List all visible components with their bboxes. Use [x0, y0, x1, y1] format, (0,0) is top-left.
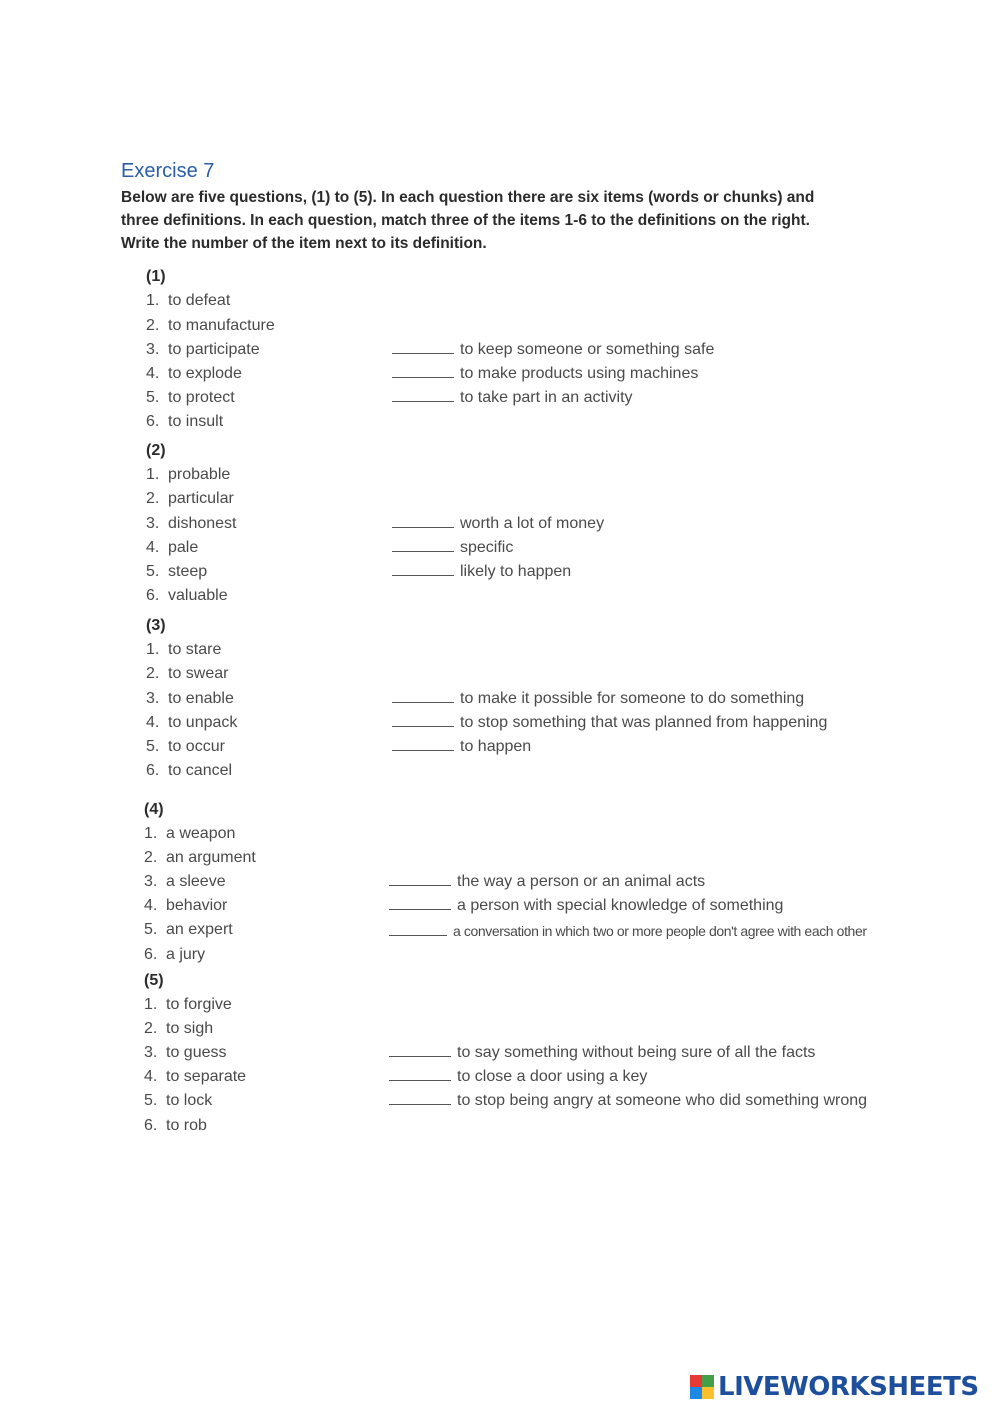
item-number: 5.	[146, 738, 160, 755]
list-item	[144, 873, 226, 891]
definition-text: a conversation in which two or more people don't agree with each other	[453, 923, 867, 939]
item-word: to explode	[168, 365, 242, 382]
list-item	[146, 539, 198, 557]
item-word: to unpack	[168, 714, 238, 731]
item-number: 2.	[144, 1020, 158, 1037]
item-word: to manufacture	[168, 317, 275, 334]
definition-text: likely to happen	[460, 563, 572, 580]
item-word: an expert	[166, 921, 233, 938]
list-item	[144, 849, 256, 867]
item-word: to guess	[166, 1044, 227, 1061]
definition-row	[389, 1044, 815, 1062]
list-item	[146, 292, 230, 310]
question-label: (2)	[146, 442, 166, 459]
list-item	[146, 665, 228, 683]
item-word: to defeat	[168, 292, 231, 309]
answer-blank[interactable]	[389, 873, 451, 886]
definition-row	[389, 1068, 647, 1086]
definition-text: the way a person or an animal acts	[457, 873, 706, 890]
item-word: dishonest	[168, 515, 237, 532]
list-item	[146, 389, 235, 407]
answer-blank[interactable]	[392, 563, 454, 576]
answer-blank[interactable]	[389, 897, 451, 910]
answer-blank[interactable]	[389, 923, 447, 936]
item-word: to swear	[168, 665, 229, 682]
item-word: a sleeve	[166, 873, 226, 890]
item-number: 1.	[146, 466, 160, 483]
liveworksheets-icon	[690, 1375, 714, 1399]
item-word: to protect	[168, 389, 235, 406]
item-word: to enable	[168, 690, 234, 707]
answer-blank[interactable]	[389, 1044, 451, 1057]
item-number: 6.	[146, 587, 160, 604]
item-word: to lock	[166, 1092, 213, 1109]
list-item	[144, 1020, 213, 1038]
definition-text: to stop something that was planned from happening	[460, 714, 828, 731]
definition-text: to make it possible for someone to do something	[460, 690, 805, 707]
list-item	[144, 1068, 246, 1086]
item-number: 6.	[144, 1117, 158, 1134]
definition-row	[392, 714, 827, 732]
item-number: 5.	[146, 389, 160, 406]
item-number: 5.	[144, 1092, 158, 1109]
item-number: 1.	[146, 292, 160, 309]
item-number: 1.	[146, 641, 160, 658]
list-item	[146, 738, 225, 756]
list-item	[146, 515, 237, 533]
list-item	[146, 690, 234, 708]
instructions-line: three definitions. In each question, match three of the items 1-6 to the definitions on the right.	[121, 212, 810, 229]
definition-row	[392, 563, 571, 581]
item-word: behavior	[166, 897, 228, 914]
item-word: steep	[168, 563, 208, 580]
definition-row	[392, 515, 604, 533]
list-item	[144, 1044, 226, 1062]
definition-text: to keep someone or something safe	[460, 341, 715, 358]
question-label: (3)	[146, 617, 166, 634]
list-item	[144, 1117, 207, 1135]
item-word: pale	[168, 539, 199, 556]
definition-row	[392, 738, 531, 756]
list-item	[144, 825, 235, 843]
item-number: 1.	[144, 825, 158, 842]
definition-text: worth a lot of money	[460, 515, 605, 532]
item-word: an argument	[166, 849, 256, 866]
list-item	[146, 317, 275, 335]
item-word: probable	[168, 466, 231, 483]
exercise-title: Exercise 7	[121, 160, 215, 182]
answer-blank[interactable]	[389, 1092, 451, 1105]
item-number: 4.	[146, 365, 160, 382]
item-word: a jury	[166, 946, 206, 963]
list-item	[144, 1092, 212, 1110]
item-number: 4.	[144, 897, 158, 914]
item-word: to participate	[168, 341, 260, 358]
list-item	[144, 921, 233, 939]
list-item	[146, 714, 237, 732]
item-number: 3.	[144, 873, 158, 890]
definition-row	[389, 873, 705, 891]
item-number: 3.	[146, 515, 160, 532]
item-number: 6.	[144, 946, 158, 963]
question-label: (4)	[144, 801, 164, 818]
list-item	[144, 996, 232, 1014]
answer-blank[interactable]	[392, 365, 454, 378]
item-word: to sigh	[166, 1020, 214, 1037]
definition-text: to take part in an activity	[460, 389, 633, 406]
answer-blank[interactable]	[392, 714, 454, 727]
definition-text: to happen	[460, 738, 532, 755]
list-item	[146, 365, 242, 383]
definition-text: to make products using machines	[460, 365, 699, 382]
answer-blank[interactable]	[392, 690, 454, 703]
instructions-line: Write the number of the item next to its definition.	[121, 235, 487, 252]
definition-text: a person with special knowledge of something	[457, 897, 784, 914]
answer-blank[interactable]	[392, 389, 454, 402]
item-word: to stare	[168, 641, 222, 658]
instructions-line: Below are five questions, (1) to (5). In each question there are six items (words or chunks) and	[121, 189, 815, 206]
item-number: 4.	[146, 714, 160, 731]
list-item	[146, 413, 223, 431]
item-number: 3.	[146, 341, 160, 358]
definition-text: to say something without being sure of all the facts	[457, 1044, 816, 1061]
list-item	[146, 641, 221, 659]
item-word: to forgive	[166, 996, 232, 1013]
item-number: 3.	[146, 690, 160, 707]
list-item	[146, 341, 260, 359]
item-number: 2.	[146, 665, 160, 682]
item-number: 5.	[144, 921, 158, 938]
item-word: valuable	[168, 587, 228, 604]
definition-row	[392, 341, 714, 359]
item-number: 5.	[146, 563, 160, 580]
item-word: to insult	[168, 413, 224, 430]
list-item	[144, 946, 205, 964]
item-word: a weapon	[166, 825, 236, 842]
item-word: particular	[168, 490, 234, 507]
liveworksheets-logo	[690, 1372, 979, 1402]
logo-text: LIVEWORKSHEETS	[718, 1372, 979, 1402]
item-number: 6.	[146, 413, 160, 430]
definition-row	[392, 365, 698, 383]
question-label: (5)	[144, 972, 164, 989]
answer-blank[interactable]	[392, 539, 454, 552]
item-number: 3.	[144, 1044, 158, 1061]
list-item	[146, 466, 230, 484]
answer-blank[interactable]	[392, 515, 454, 528]
list-item	[146, 563, 207, 581]
question-label: (1)	[146, 268, 166, 285]
item-word: to cancel	[168, 762, 233, 779]
item-number: 4.	[144, 1068, 158, 1085]
definition-row	[389, 923, 867, 939]
item-word: to occur	[168, 738, 225, 755]
definition-row	[392, 539, 513, 557]
item-word: to separate	[166, 1068, 247, 1085]
item-number: 1.	[144, 996, 158, 1013]
answer-blank[interactable]	[392, 738, 454, 751]
list-item	[146, 490, 234, 508]
list-item	[146, 762, 232, 780]
definition-row	[389, 897, 783, 915]
answer-blank[interactable]	[392, 341, 454, 354]
definition-text: to stop being angry at someone who did something wrong	[457, 1092, 868, 1109]
list-item	[146, 587, 228, 605]
definition-row	[392, 389, 633, 407]
item-number: 6.	[146, 762, 160, 779]
definition-row	[392, 690, 804, 708]
definition-text: to close a door using a key	[457, 1068, 648, 1085]
item-number: 2.	[144, 849, 158, 866]
item-word: to rob	[166, 1117, 207, 1134]
item-number: 4.	[146, 539, 160, 556]
item-number: 2.	[146, 490, 160, 507]
answer-blank[interactable]	[389, 1068, 451, 1081]
definition-text: specific	[460, 539, 514, 556]
instructions	[121, 186, 881, 255]
list-item	[144, 897, 227, 915]
item-number: 2.	[146, 317, 160, 334]
definition-row	[389, 1092, 867, 1110]
